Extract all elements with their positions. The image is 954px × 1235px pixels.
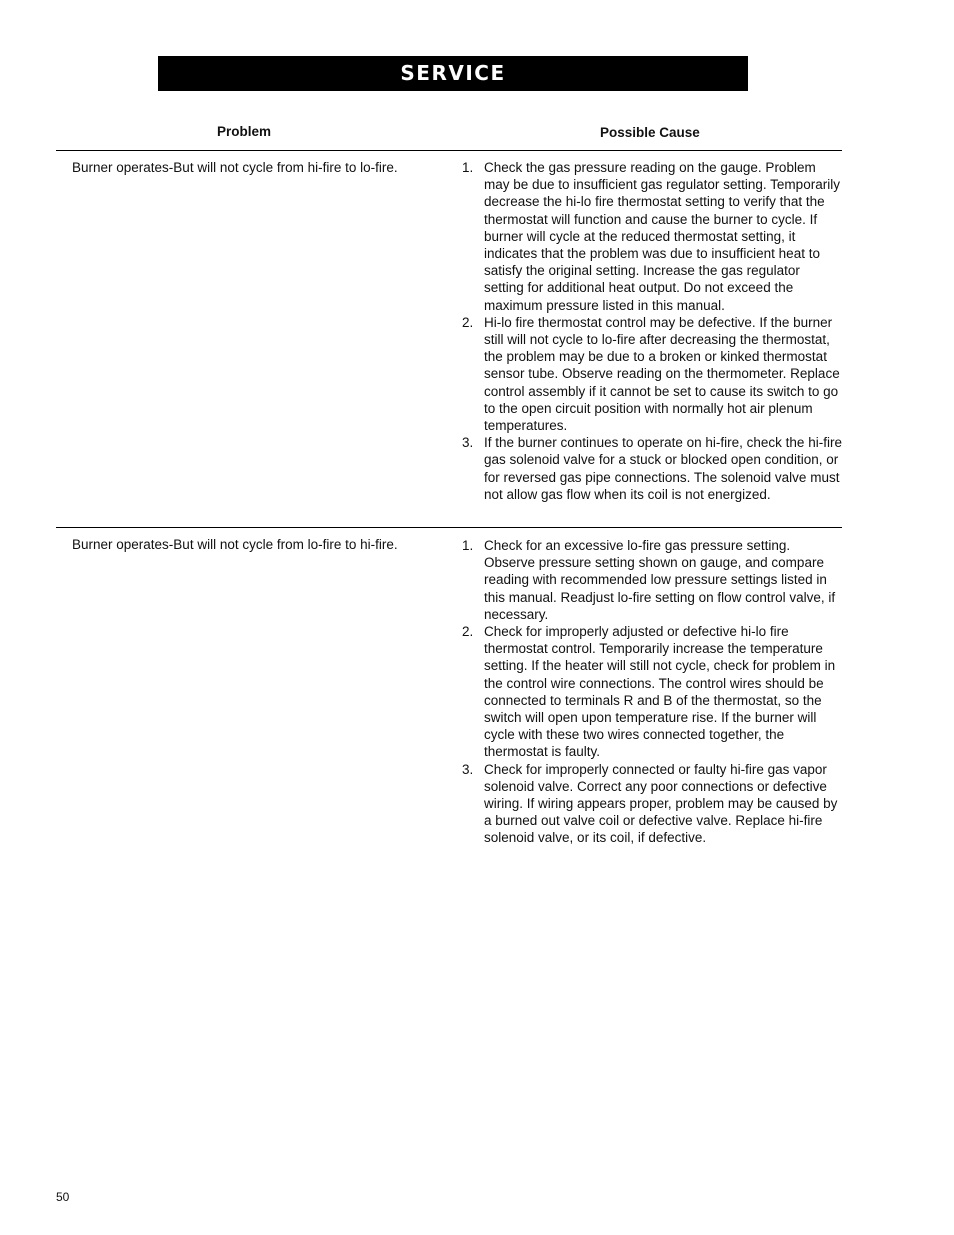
table-rule [56, 527, 842, 528]
cause-item [462, 761, 842, 847]
cause-number: 3. [462, 761, 474, 777]
cause-item [462, 623, 842, 761]
cause-item [462, 314, 842, 434]
cause-text: Check for an excessive lo-fire gas pressure setting. Observe pressure setting shown on gauge, and compare reading with recommended low pressure settings listed in this manual. Readjust lo-fire setting on flow control valve, if necessary. [484, 538, 836, 622]
page-number: 50 [56, 1190, 70, 1204]
column-header-possible-cause: Possible Cause [600, 125, 700, 140]
cause-text: If the burner continues to operate on hi-fire, check the hi-fire gas solenoid valve for a stuck or blocked open condition, or for reversed gas pipe connections. The solenoid valve must not allow gas flow when its coil is not energized. [484, 435, 842, 502]
problem-text: Burner operates-But will not cycle from hi-fire to lo-fire. [72, 160, 398, 175]
cause-number: 1. [462, 538, 474, 553]
cause-number: 2. [462, 624, 474, 640]
cause-text: Check for improperly adjusted or defective hi-lo fire thermostat control. Temporarily increase the temperature setting. If the heater will still not cycle, check for problem in the control wire connections. The control wires should be connected to terminals R and B of the thermostat, so the switch will open upon temperature rise. If the burner will cycle with these two wires connected together, the thermostat is faulty. [484, 624, 836, 760]
cause-number: 3. [462, 435, 474, 451]
cause-item [462, 537, 842, 623]
cause-list [462, 537, 842, 847]
cause-list [462, 159, 842, 503]
cause-text: Check for improperly connected or faulty hi-fire gas vapor solenoid valve. Correct any poor connections or defective wiring. If wiring appears proper, problem may be caused by a burned out valve coil or defective valve. Replace hi-fire solenoid valve, or its coil, if defective. [484, 761, 838, 846]
cause-number: 1. [462, 160, 474, 175]
cause-number: 2. [462, 314, 474, 330]
cause-text: Hi-lo fire thermostat control may be defective. If the burner still will not cycle to lo-fire after decreasing the thermostat, the problem may be due to a broken or kinked thermostat sensor tube. Observe reading on the thermometer. Replace control assembly if it cannot be set to cause its switch to go to the open circuit position with normally hot air plenum temperatures. [484, 314, 840, 434]
cause-text: Check the gas pressure reading on the gauge. Problem may be due to insufficient gas regulator setting. Temporarily decrease the hi-lo fire thermostat setting to verify that the thermostat will function and cause the burner to cycle. If burner will cycle at the reduced thermostat setting, it indicates that the problem was due to insufficient heat to satisfy the original setting. Increase the gas regulator setting for additional heat output. Do not exceed the maximum pressure listed in this manual. [484, 160, 840, 313]
table-rule [56, 150, 842, 151]
cause-item [462, 159, 842, 314]
section-title: SERVICE [158, 56, 748, 91]
cause-item [462, 434, 842, 503]
problem-text: Burner operates-But will not cycle from lo-fire to hi-fire. [72, 537, 398, 552]
column-header-problem: Problem [217, 124, 272, 139]
